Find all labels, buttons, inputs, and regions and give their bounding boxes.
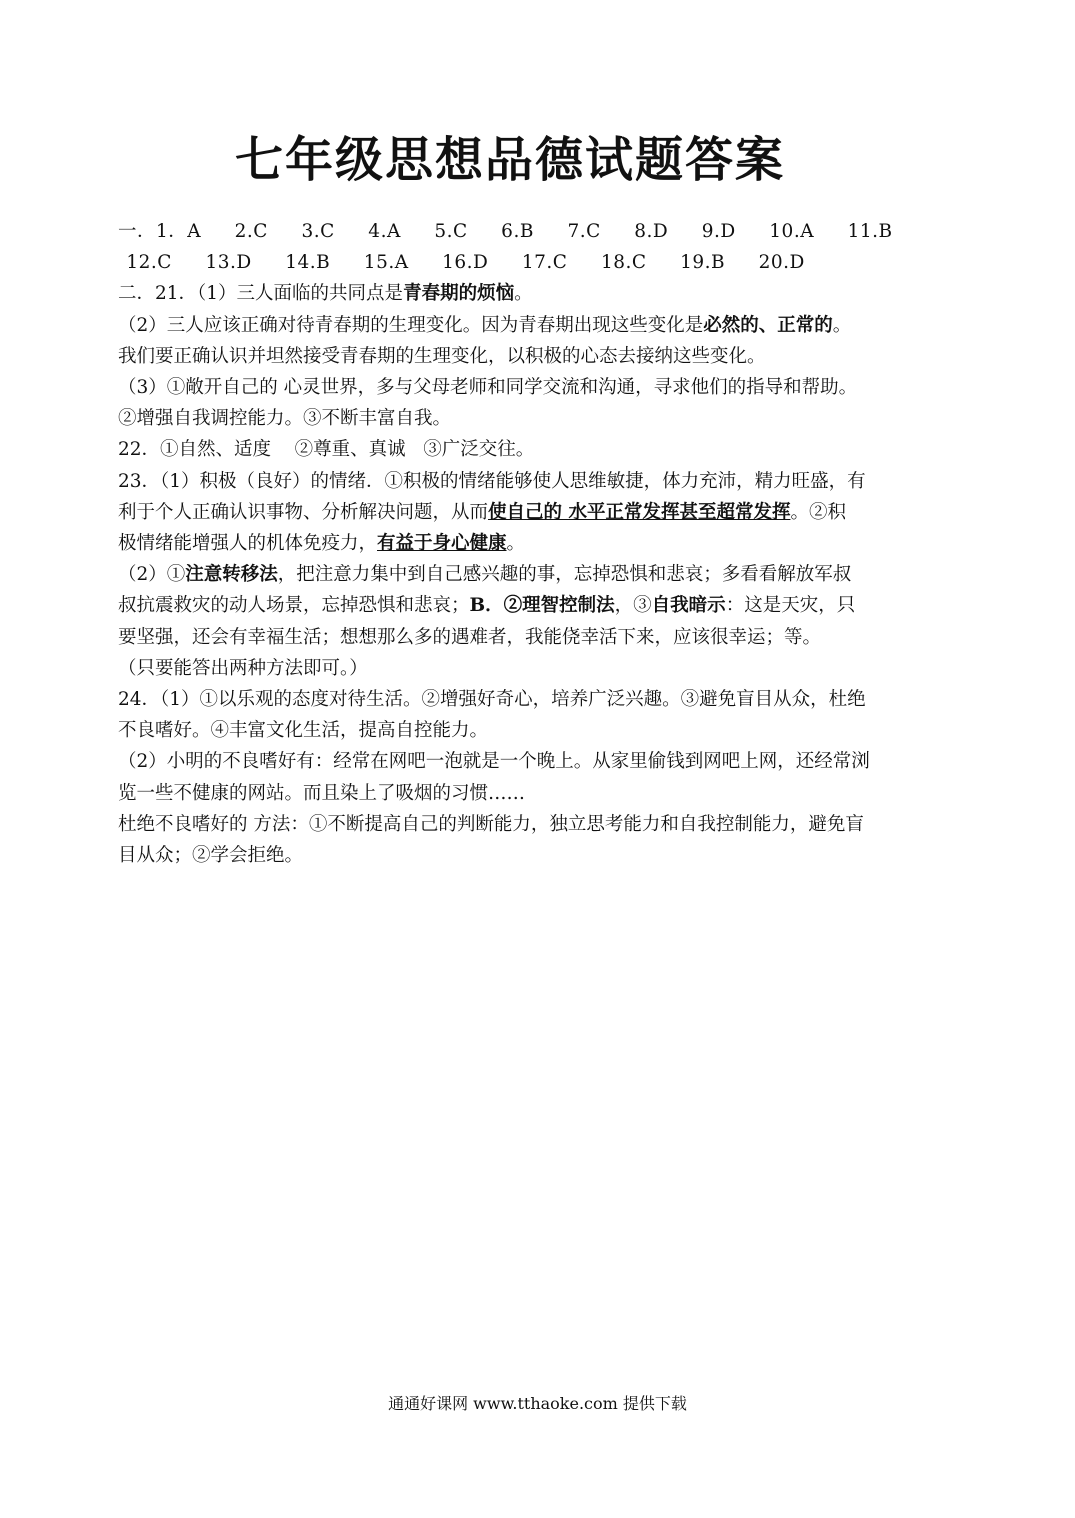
q21-part2-key: 必然的、正常的: [703, 314, 833, 336]
q23-line-5-c: ，③: [614, 595, 652, 617]
q23-line-4-a: （2）①: [118, 564, 186, 586]
mcq-answers-line-2: 12.C 13.D 14.B 15.A 16.D 17.C 18.C 19.B 20.D: [118, 252, 805, 274]
q23-line-1: 23．（1）积极（良好）的情绪．①积极的情绪能够使人思维敏捷，体力充沛，精力旺盛，有: [118, 470, 866, 492]
q24-line-2: 不良嗜好。④丰富文化生活，提高自控能力。: [118, 720, 489, 742]
page-footer: 通通好课网 www.tthaoke.com 提供下载: [388, 1394, 687, 1413]
q24-line-4: 览一些不健康的网站。而且染上了吸烟的习惯……: [118, 782, 526, 804]
mcq-answers-line-1: 一．1．A 2.C 3.C 4.A 5.C 6.B 7.C 8.D 9.D 10.A 11.B: [118, 221, 893, 242]
q23-method-self-suggestion: 自我暗示: [651, 595, 726, 617]
q23-line-6: 要坚强，还会有幸福生活；想想那么多的遇难者，我能侥幸活下来，应该很幸运；等。: [118, 626, 822, 648]
q24-line-3: （2）小明的不良嗜好有：经常在网吧一泡就是一个晚上。从家里偷钱到网吧上网，还经常浏: [118, 751, 870, 773]
q23-line-2-text: 利于个人正确认识事物、分析解决问题，从而: [118, 501, 489, 523]
q22-answer: 22．①自然、适度 ②尊重、真诚 ③广泛交往。: [118, 439, 535, 461]
q23-underlined-key-1: 使自己的 水平正常发挥甚至超常发挥: [488, 501, 791, 523]
page-title: 七年级思想品德试题答案: [234, 132, 785, 188]
q23-method-rational-control: B．②理智控制法: [469, 595, 615, 617]
q23-line-2: [118, 497, 963, 528]
q21-part2-end: 。: [832, 314, 852, 336]
q21-part2-continued: 我们要正确认识并坦然接受青春期的生理变化，以积极的心态去接纳这些变化。: [118, 345, 766, 367]
q21-part3-continued: ②增强自我调控能力。③不断丰富自我。: [118, 408, 452, 430]
q23-line-2-end: 。②积: [790, 501, 846, 523]
q21-part1-end: 。: [514, 283, 533, 305]
q23-line-3-text: 极情绪能增强人的机体免疫力，: [118, 533, 378, 555]
q23-line-3: [118, 528, 963, 559]
q23-line-3-end: 。: [506, 533, 526, 555]
q23-line-5-a: 叔抗震救灾的动人场景，忘掉恐惧和悲哀；: [118, 595, 470, 617]
q21-part3: （3）①敞开自己的 心灵世界，多与父母老师和同学交流和沟通，寻求他们的指导和帮助。: [118, 377, 858, 399]
q23-line-5-e: ：这是天灾，只: [725, 595, 856, 617]
q24-line-6: 目从众；②学会拒绝。: [118, 845, 304, 867]
q24-line-1: 24．（1）①以乐观的态度对待生活。②增强好奇心，培养广泛兴趣。③避免盲目从众，杜绝: [118, 689, 866, 711]
q21-part1: [118, 278, 963, 309]
q23-line-4: [118, 559, 963, 590]
answer-content: [118, 216, 963, 871]
q24-line-5: 杜绝不良嗜好的 方法：①不断提高自己的判断能力，独立思考能力和自我控制能力，避免盲: [118, 813, 864, 835]
q23-line-4-c: ，把注意力集中到自己感兴趣的事，忘掉恐惧和悲哀；多看看解放军叔: [277, 564, 852, 586]
q21-part1-text: 二．21．（1）三人面临的共同点是: [118, 283, 404, 305]
q23-line-5: [118, 590, 963, 621]
q21-part2: [118, 310, 963, 341]
q23-method-attention-shift: 注意转移法: [185, 564, 278, 586]
q23-note: （只要能答出两种方法即可。）: [118, 657, 368, 679]
q21-part2-text: （2）三人应该正确对待青春期的生理变化。因为青春期出现这些变化是: [118, 314, 704, 336]
q23-underlined-key-2: 有益于身心健康: [377, 533, 507, 555]
q21-part1-key: 青春期的烦恼: [403, 283, 515, 305]
